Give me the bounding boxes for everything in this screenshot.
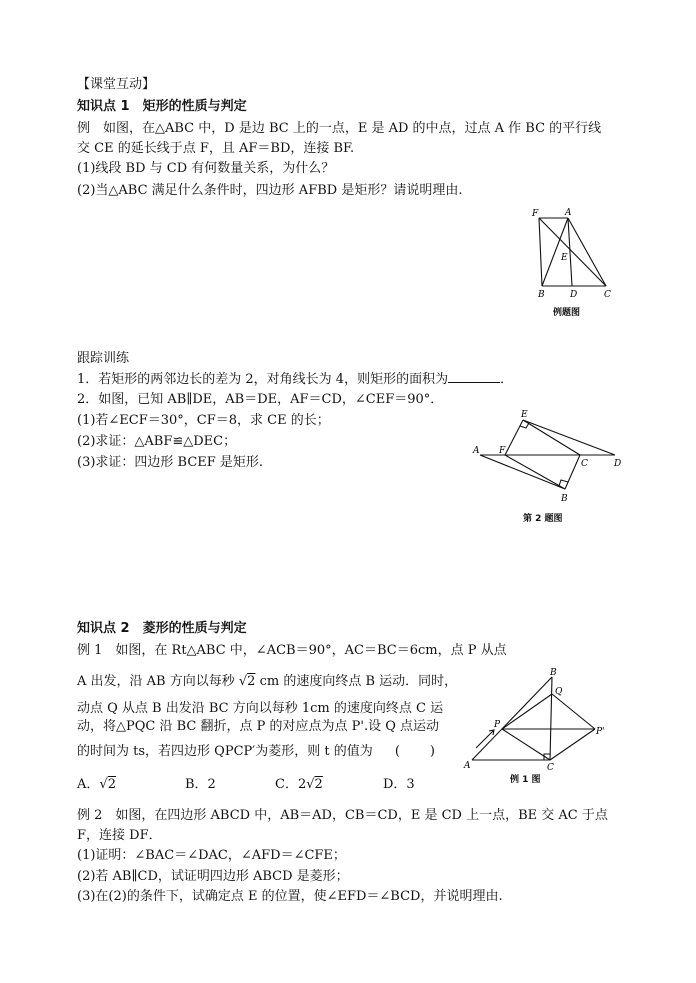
paren-close: ) bbox=[429, 744, 435, 759]
segment-ac bbox=[568, 218, 606, 286]
segment-ab bbox=[472, 677, 552, 760]
label-d: D bbox=[614, 459, 622, 469]
kp1-heading: 知识点 1 矩形的性质与判定 bbox=[77, 99, 247, 114]
kp2-ex2-q1: (1)证明：∠BAC＝∠DAC，∠AFD＝∠CFE； bbox=[77, 848, 346, 863]
kp1-example-q1: (1)线段 BD 与 CD 有何数量关系，为什么？ bbox=[77, 161, 335, 176]
segment-cb bbox=[565, 455, 580, 489]
kp2-ex1-line2 bbox=[77, 673, 457, 691]
segment-fb bbox=[505, 455, 565, 489]
practice-p2-3: (3)求证：四边形 BCEF 是矩形. bbox=[77, 455, 264, 470]
kp1-example-figure bbox=[526, 204, 622, 300]
option-d: D．3 bbox=[383, 777, 415, 792]
kp2-ex1-line4-text: 的时间为 ts，若四边形 QPCP′为菱形，则 t 的值为 bbox=[77, 744, 373, 759]
label-c: C bbox=[581, 459, 588, 469]
sqrt-expression bbox=[239, 674, 256, 689]
option-c bbox=[275, 776, 323, 794]
label-b: B bbox=[561, 494, 568, 504]
label-a: A bbox=[464, 761, 471, 770]
sqrt-symbol: √ bbox=[238, 674, 248, 689]
segment-bc bbox=[550, 677, 552, 760]
kp2-ex1-line2-post: cm 的速度向终点 B 运动．同时， bbox=[259, 674, 458, 689]
kp1-example-q2: (2)当△ABC 满足什么条件时，四边形 AFBD 是矩形？请说明理由. bbox=[77, 183, 463, 198]
label-d: D bbox=[570, 290, 578, 300]
option-c-radicand: 2 bbox=[314, 777, 323, 792]
practice-title: 跟踪训练 bbox=[77, 351, 130, 366]
label-e: E bbox=[521, 410, 528, 420]
kp2-heading: 知识点 2 菱形的性质与判定 bbox=[77, 621, 247, 636]
label-a: A bbox=[565, 208, 572, 218]
option-b: B．2 bbox=[185, 777, 216, 792]
segment-fb bbox=[539, 218, 542, 286]
kp1-figure-caption: 例题图 bbox=[553, 308, 581, 318]
label-p-prime: P' bbox=[596, 727, 605, 737]
kp2-ex2-line1: 例 2 如图，在四边形 ABCD 中，AB＝AD，CB＝CD，E 是 CD 上一点，BE 交 AC 于点 bbox=[77, 808, 608, 823]
label-p: P bbox=[494, 720, 501, 730]
label-f: F bbox=[499, 446, 506, 456]
kp2-ex2-q3: (3)在(2)的条件下，试确定点 E 的位置，使∠EFD＝∠BCD，并说明理由. bbox=[77, 889, 503, 904]
segment-ed bbox=[523, 420, 615, 455]
kp2-ex1-line4 bbox=[77, 743, 435, 761]
section-tag: 【课堂互动】 bbox=[77, 77, 156, 92]
segment-pc bbox=[502, 729, 550, 760]
label-b: B bbox=[538, 290, 545, 300]
kp1-example-line1: 例 如图，在△ABC 中，D 是边 BC 上的一点，E 是 AD 的中点，过点 A 作 BC 的平行线 bbox=[77, 121, 602, 136]
option-a bbox=[77, 776, 116, 794]
sqrt-symbol: √ bbox=[306, 777, 315, 792]
option-a-label: A． bbox=[77, 777, 100, 792]
practice-p2-1: (1)若∠ECF＝30°，CF＝8，求 CE 的长； bbox=[77, 413, 330, 428]
practice-p1-text: 1．若矩形的两邻边长的差为 2，对角线长为 4，则矩形的面积为 bbox=[77, 372, 449, 387]
sqrt-radicand: 2 bbox=[247, 674, 256, 689]
kp2-ex1-line1: 例 1 如图，在 Rt△ABC 中，∠ACB＝90°，AC＝BC＝6cm，点 P 从点 bbox=[77, 643, 507, 658]
practice-p2: 2．如图，已知 AB∥DE，AB＝DE，AF＝CD，∠CEF＝90°． bbox=[77, 392, 444, 407]
label-f: F bbox=[532, 209, 539, 219]
segment-pq bbox=[502, 694, 552, 729]
option-c-label: C．2 bbox=[275, 777, 307, 792]
segment-ec bbox=[523, 420, 580, 455]
kp2-ex1-line3: 动点 Q 从点 B 出发沿 BC 方向以每秒 1cm 的速度向终点 C 运动，将△PQC 沿 BC 翻折，点 P 的对应点为点 P'.设 Q 点运动 bbox=[77, 701, 444, 734]
kp2-ex1-figure-caption: 例 1 图 bbox=[510, 775, 541, 785]
label-c: C bbox=[604, 290, 611, 300]
answer-blank bbox=[448, 370, 500, 383]
kp2-ex1-figure bbox=[462, 667, 612, 770]
label-c: C bbox=[547, 763, 554, 770]
problem2-figure-caption: 第 2 题图 bbox=[523, 514, 563, 524]
kp2-ex1-line2-pre: A 出发，沿 AB 方向以每秒 bbox=[77, 674, 235, 689]
segment-ab bbox=[480, 455, 565, 489]
segment-fc bbox=[539, 218, 606, 286]
segment-qp2 bbox=[552, 694, 595, 729]
kp2-ex2-q2: (2)若 AB∥CD，试证明四边形 ABCD 是菱形； bbox=[77, 869, 349, 884]
option-a-radicand: 2 bbox=[107, 777, 116, 792]
label-q: Q bbox=[555, 687, 563, 697]
segment-ab bbox=[542, 218, 568, 286]
label-b: B bbox=[550, 668, 557, 678]
practice-p1-end: ． bbox=[500, 372, 514, 387]
paren-open: ( bbox=[394, 744, 400, 759]
practice-p2-2: (2)求证：△ABF≌△DEC； bbox=[77, 434, 237, 449]
segment-ef bbox=[505, 420, 523, 455]
direction-arrow bbox=[476, 730, 494, 748]
segment-ad bbox=[568, 218, 572, 286]
kp2-ex2-line2: F，连接 DF． bbox=[77, 828, 162, 843]
practice-p1 bbox=[77, 370, 513, 389]
kp1-example-line2: 交 CE 的延长线于点 F，且 AF＝BD，连接 BF. bbox=[77, 141, 355, 156]
problem2-figure bbox=[470, 408, 630, 506]
label-a: A bbox=[473, 446, 480, 456]
label-e: E bbox=[561, 253, 568, 263]
sqrt-symbol: √ bbox=[99, 777, 108, 792]
segment-cp2 bbox=[550, 729, 595, 760]
